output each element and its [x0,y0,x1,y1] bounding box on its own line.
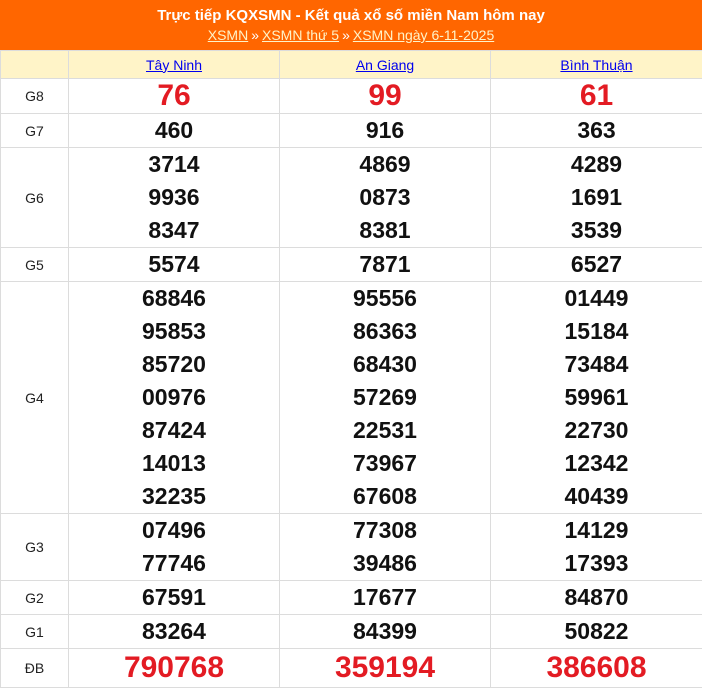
prize-label: G7 [1,114,69,148]
result-cell-binh-thuan [491,148,702,248]
result-number: 57269 [353,384,417,410]
result-number: 95556 [353,285,417,311]
result-number: 386608 [546,651,647,684]
result-number: 4289 [570,151,623,177]
result-cell-an-giang [280,514,491,581]
result-number: 22531 [353,417,417,443]
result-number: 87424 [142,417,206,443]
result-cell-binh-thuan [491,649,702,688]
result-number: 3714 [148,151,200,177]
result-cell-tay-ninh [69,282,280,514]
prize-column-header [1,51,69,79]
prize-label: G6 [1,148,69,248]
result-number: 59961 [564,384,629,410]
result-number: 9936 [148,184,200,210]
result-number: 07496 [142,517,206,543]
result-cell-tay-ninh [69,79,280,114]
result-cell-an-giang [280,581,491,615]
result-cell-binh-thuan [491,248,702,282]
result-cell-an-giang [280,79,491,114]
result-number: 15184 [564,318,629,344]
result-number: 916 [365,117,405,143]
result-number: 77746 [142,550,206,576]
result-number: 67608 [353,483,417,509]
result-cell-an-giang [280,114,491,148]
result-number: 5574 [148,251,200,277]
result-number: 8347 [148,217,200,243]
prize-row-g6 [1,148,702,248]
prize-label: G1 [1,615,69,649]
result-number: 363 [577,117,616,143]
province-header-row [1,51,702,79]
prize-row-g5 [1,248,702,282]
breadcrumb-separator: » [251,27,259,43]
result-number: 00976 [142,384,206,410]
result-number: 1691 [570,184,623,210]
result-number: 14129 [564,517,629,543]
result-number: 73967 [353,450,417,476]
page-header [0,0,702,50]
result-cell-tay-ninh [69,114,280,148]
breadcrumb-link-xsmn-thu-5[interactable]: XSMN thứ 5 [262,27,340,43]
province-link-tay-ninh[interactable]: Tây Ninh [145,56,203,73]
result-cell-tay-ninh [69,581,280,615]
result-number: 8381 [359,217,411,243]
result-cell-tay-ninh [69,148,280,248]
prize-label: G4 [1,282,69,514]
result-cell-tay-ninh [69,649,280,688]
result-cell-binh-thuan [491,79,702,114]
prize-label: G3 [1,514,69,581]
prize-row-g4 [1,282,702,514]
province-header-binh-thuan [491,51,702,79]
result-number: 359194 [334,651,436,684]
result-cell-an-giang [280,148,491,248]
results-body [1,79,702,688]
result-number: 12342 [564,450,629,476]
result-cell-binh-thuan [491,514,702,581]
result-cell-an-giang [280,248,491,282]
prize-label: G5 [1,248,69,282]
result-number: 17393 [564,550,629,576]
province-link-binh-thuan[interactable]: Bình Thuận [560,56,633,73]
result-number: 7871 [359,251,411,277]
prize-label: ĐB [1,649,69,688]
result-cell-tay-ninh [69,514,280,581]
prize-row-g7 [1,114,702,148]
result-number: 01449 [564,285,629,311]
result-number: 84870 [564,584,629,610]
result-number: 95853 [142,318,206,344]
result-cell-an-giang [280,615,491,649]
breadcrumb-separator: » [342,27,350,43]
result-cell-binh-thuan [491,282,702,514]
result-number: 6527 [570,251,623,277]
result-number: 17677 [353,584,417,610]
result-number: 68846 [142,285,206,311]
province-header-tay-ninh [69,51,280,79]
prize-row-g8 [1,79,702,114]
prize-label: G8 [1,79,69,114]
prize-row-g1 [1,615,702,649]
result-cell-an-giang [280,649,491,688]
result-number: 68430 [353,351,417,377]
result-number: 67591 [142,584,206,610]
result-number: 32235 [142,483,206,509]
result-number: 3539 [570,217,623,243]
result-cell-an-giang [280,282,491,514]
result-number: 61 [579,79,614,112]
result-number: 83264 [142,618,206,644]
result-number: 460 [154,117,194,143]
result-number: 77308 [353,517,417,543]
result-number: 85720 [142,351,206,377]
province-link-an-giang[interactable]: An Giang [355,56,415,73]
province-header-an-giang [280,51,491,79]
result-number: 99 [368,79,402,112]
page-title: Trực tiếp KQXSMN - Kết quả xổ số miền Nam hôm nay [157,7,545,24]
result-number: 39486 [353,550,417,576]
prize-label: G2 [1,581,69,615]
breadcrumb-link-xsmn[interactable]: XSMN [207,27,249,43]
breadcrumb [0,26,702,44]
result-number: 86363 [353,318,417,344]
result-cell-binh-thuan [491,615,702,649]
breadcrumb-link-xsmn-date[interactable]: XSMN ngày 6-11-2025 [352,27,495,43]
result-number: 22730 [564,417,629,443]
result-number: 790768 [123,651,225,684]
prize-row-g2 [1,581,702,615]
result-cell-tay-ninh [69,248,280,282]
result-number: 40439 [564,483,629,509]
result-cell-binh-thuan [491,581,702,615]
result-number: 73484 [564,351,629,377]
result-number: 76 [157,79,191,112]
result-number: 50822 [564,618,629,644]
result-cell-binh-thuan [491,114,702,148]
prize-row-db [1,649,702,688]
prize-row-g3 [1,514,702,581]
results-table [0,50,702,688]
result-number: 84399 [353,618,417,644]
result-number: 14013 [142,450,206,476]
result-number: 0873 [359,184,411,210]
result-number: 4869 [359,151,411,177]
result-cell-tay-ninh [69,615,280,649]
